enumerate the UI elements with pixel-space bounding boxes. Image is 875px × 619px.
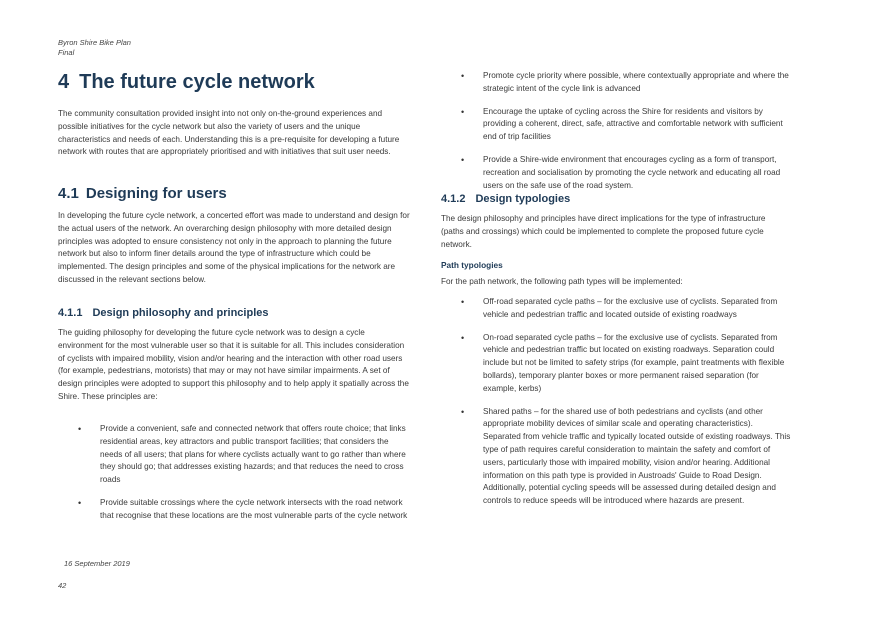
- path-types-list: [441, 296, 791, 508]
- list-item-text: Encourage the uptake of cycling across the Shire for residents and visitors by providing a coherent, direct, safe, attractive and comfortable network with sufficient end of trip facilities: [483, 106, 783, 142]
- section-4-1-2-paragraph: The design philosophy and principles have direct implications for the type of infrastructure (paths and crossings) which could be implemented to complete the proposed future cycle network.: [441, 214, 766, 249]
- section-4-1-number: 4.1: [58, 185, 79, 202]
- list-item: [441, 106, 791, 144]
- bullet-icon: •: [78, 497, 82, 508]
- list-item-text: On-road separated cycle paths – for the exclusive use of cyclists. Separated from vehicle and pedestrian traffic but located on existing roadways. Separation could include but not be limited to safety strips (for example, paint treatments with flexible bollards), temporary planter boxes or more permanent raised separation (for example, kerbs): [483, 332, 785, 393]
- bullet-icon: •: [78, 424, 82, 434]
- section-4-1-title: Designing for users: [85, 185, 227, 202]
- chapter-title: The future cycle network: [79, 71, 315, 93]
- section-4-1-paragraph: In developing the future cycle network, a concerted effort was made to understand and design for the actual users of the network. An overarching design philosophy with more detailed design principles was adopted to ensure consistency not only in the approach to planning the future network but also to inform finer details around the type of infrastructure which could be implemented. The design principles and some of the physical implications for the network are discussed in the relevant sections below.: [58, 211, 410, 284]
- list-item-text: Shared paths – for the shared use of both pedestrians and cyclists (and other appropriate mobility devices of similar scale and operating characteristics). Separated from vehicle traffic and typically located outside of existing roadways. This type of path requires careful consideration to maintain the safety and comfort of users, particularly those with impaired mobility, vision and/or hearing. Additional information on this path type is provided in Austroads' Guide to Road Design. Additionally, potential cycling speeds will be assessed during detailed design and controls to reduce speeds will be introduced where hazards are present.: [483, 406, 791, 506]
- path-typologies-intro: For the path network, the following path types will be implemented:: [441, 277, 683, 286]
- list-item: [441, 332, 791, 396]
- list-item: [58, 497, 408, 523]
- bullet-icon: •: [461, 406, 465, 417]
- bullet-icon: •: [461, 297, 465, 307]
- section-4-1-2-heading: [441, 193, 570, 205]
- path-typologies-heading: Path typologies: [441, 260, 503, 270]
- document-title: Byron Shire Bike Plan: [58, 38, 131, 47]
- list-item: [441, 154, 791, 192]
- list-item-text: Off-road separated cycle paths – for the exclusive use of cyclists. Separated from vehicle and pedestrian traffic and located outside of existing roadways: [483, 297, 778, 319]
- footer-date: 16 September 2019: [64, 559, 130, 568]
- list-item-text: Provide a convenient, safe and connected network that offers route choice; that links residential areas, key attractors and public transport facilities; that considers the needs of all users; that plans for where cyclists actually want to go rather than where they should go; that addresses existing hazards; and that reduces the need to cross roads: [100, 424, 406, 485]
- list-item-text: Provide a Shire-wide environment that encourages cycling as a form of transport, recreation and socialisation by promoting the cycle network and educating all road users on the safe use of the road system.: [483, 154, 781, 190]
- document-header: [58, 38, 131, 58]
- page-number: 42: [58, 581, 67, 590]
- list-item: [58, 423, 408, 487]
- section-4-1-2-title: Design typologies: [475, 193, 571, 205]
- list-item: [441, 406, 791, 508]
- intro-paragraph: The community consultation provided insight into not only on-the-ground experiences and possible initiatives for the cycle network but also the variety of users and the unique characteristics and needs of each. Understanding this is a pre-requisite for developing a future network with routes that are appropriately prioritised and with initiatives that suit user needs.: [58, 109, 400, 157]
- list-item: [441, 70, 791, 96]
- section-4-1-heading: [58, 185, 227, 202]
- section-4-1-1-title: Design philosophy and principles: [92, 307, 269, 319]
- list-item: [441, 296, 791, 322]
- chapter-heading: [58, 71, 315, 94]
- bullet-icon: •: [461, 71, 465, 81]
- principles-list-right: [441, 70, 791, 192]
- section-4-1-1-heading: [58, 307, 269, 319]
- bullet-icon: •: [461, 154, 465, 165]
- section-4-1-2-number: 4.1.2: [441, 193, 466, 205]
- list-item-text: Provide suitable crossings where the cycle network intersects with the road network that recognise that these locations are the most vulnerable parts of the cycle network: [100, 497, 408, 520]
- chapter-number: 4: [58, 71, 70, 93]
- document-status: Final: [58, 48, 75, 57]
- section-4-1-1-number: 4.1.1: [58, 307, 83, 319]
- principles-list-left: [58, 423, 408, 523]
- bullet-icon: •: [461, 106, 465, 117]
- section-4-1-1-paragraph: The guiding philosophy for developing the future cycle network was to design a cycle environment for the most vulnerable user so that it is suitable for all. This includes consideration of cyclists with impaired mobility, vision and/or hearing and the interaction with other road users (for example, pedestrians, motorists) that may or may not have similar impairments. A set of design principles were adopted to support this philosophy and to help apply it spatially across the Shire. These principles are:: [58, 328, 409, 401]
- list-item-text: Promote cycle priority where possible, where contextually appropriate and where the strategic intent of the cycle link is advanced: [483, 71, 789, 93]
- bullet-icon: •: [461, 332, 465, 343]
